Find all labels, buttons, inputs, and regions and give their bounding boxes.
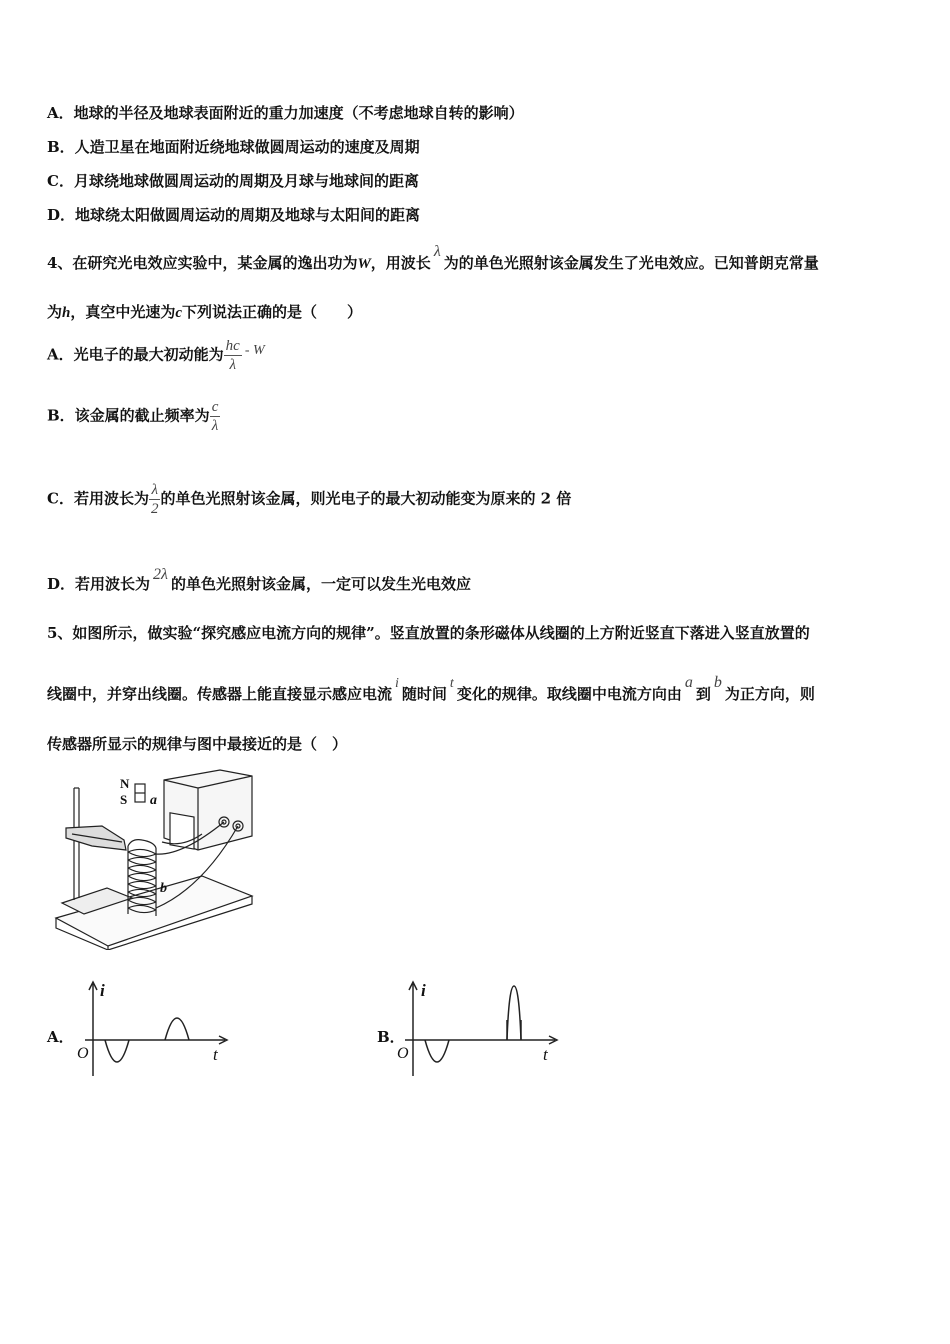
q3-option-a: A．地球的半径及地球表面附近的重力加速度（不考虑地球自转的影响） bbox=[47, 104, 524, 122]
q5-stem-line1: 5、如图所示，做实验“探究感应电流方向的规律”。竖直放置的条形磁体从线圈的上方附近竖直下落进入竖直放置的 bbox=[47, 624, 810, 642]
fraction-lambda-over-2: $\frac{\lambda}{2}$ bbox=[150, 482, 159, 517]
q4-stem-line1: 4、在研究光电效应实验中，某金属的逸出功为W，用波长λ为的单色光照射该金属发生了光电效应。已知普朗克常量 bbox=[47, 243, 819, 272]
lambda-symbol: λ bbox=[433, 243, 441, 260]
q4-option-b: B．该金属的截止频率为 $\frac{c}{\lambda}$ bbox=[47, 399, 219, 434]
graph-b bbox=[395, 978, 565, 1078]
q4-option-c: C．若用波长为 $\frac{\lambda}{2}$ 的单色光照射该金属，则光电子的最大初动能变为原来的 2 倍 bbox=[47, 482, 572, 517]
graph-b-option-label: B． bbox=[377, 1028, 405, 1046]
label-a: a bbox=[150, 793, 157, 808]
label-s: S bbox=[120, 792, 128, 807]
var-h: h bbox=[62, 305, 71, 321]
q5-stem-line3: 传感器所显示的规律与图中最接近的是（ ） bbox=[47, 735, 348, 753]
two-lambda: 2λ bbox=[153, 566, 168, 583]
q4-stem-line2: 为h，真空中光速为c下列说法正确的是（ ） bbox=[47, 303, 363, 321]
graph-a-negative-lobe bbox=[105, 1040, 129, 1062]
graph-b-origin: O bbox=[397, 1045, 409, 1062]
fraction-hc-over-lambda: $\frac{hc}{\lambda}$ bbox=[225, 338, 240, 373]
q5-stem-line2: 线圈中，并穿出线圈。传感器上能直接显示感应电流i随时间t变化的规律。取线圈中电流方向由a到b为正方向，则 bbox=[47, 674, 815, 703]
var-b: b bbox=[713, 674, 722, 691]
graph-a-origin: O bbox=[77, 1045, 89, 1062]
label-n: N bbox=[120, 776, 130, 791]
graph-b-positive-spike bbox=[507, 986, 521, 1040]
var-t: t bbox=[449, 676, 454, 691]
graph-a-axis-t: t bbox=[213, 1045, 218, 1064]
graph-b-axis-i: i bbox=[421, 981, 426, 1000]
graph-a-option-label: A． bbox=[47, 1028, 74, 1046]
q4-option-d: D．若用波长为2λ的单色光照射该金属，一定可以发生光电效应 bbox=[47, 566, 471, 593]
q3-option-d: D．地球绕太阳做圆周运动的周期及地球与太阳间的距离 bbox=[47, 206, 421, 224]
label-b: b bbox=[160, 881, 167, 896]
var-c: c bbox=[175, 305, 183, 321]
graph-a bbox=[75, 978, 235, 1078]
graph-a-positive-lobe bbox=[165, 1018, 189, 1040]
var-w: W bbox=[357, 256, 371, 272]
var-i: i bbox=[395, 676, 399, 691]
graph-a-axis-i: i bbox=[100, 981, 105, 1000]
experiment-figure bbox=[52, 768, 254, 950]
q3-option-c: C．月球绕地球做圆周运动的周期及月球与地球间的距离 bbox=[47, 172, 419, 190]
var-a: a bbox=[684, 674, 693, 691]
q4-option-a: A．光电子的最大初动能为 $\frac{hc}{\lambda}$ - W bbox=[47, 338, 265, 373]
q3-option-b: B．人造卫星在地面附近绕地球做圆周运动的速度及周期 bbox=[47, 138, 420, 156]
graph-b-axis-t: t bbox=[543, 1045, 548, 1064]
fraction-c-over-lambda: $\frac{c}{\lambda}$ bbox=[211, 399, 219, 434]
graph-b-negative-lobe bbox=[425, 1040, 449, 1062]
